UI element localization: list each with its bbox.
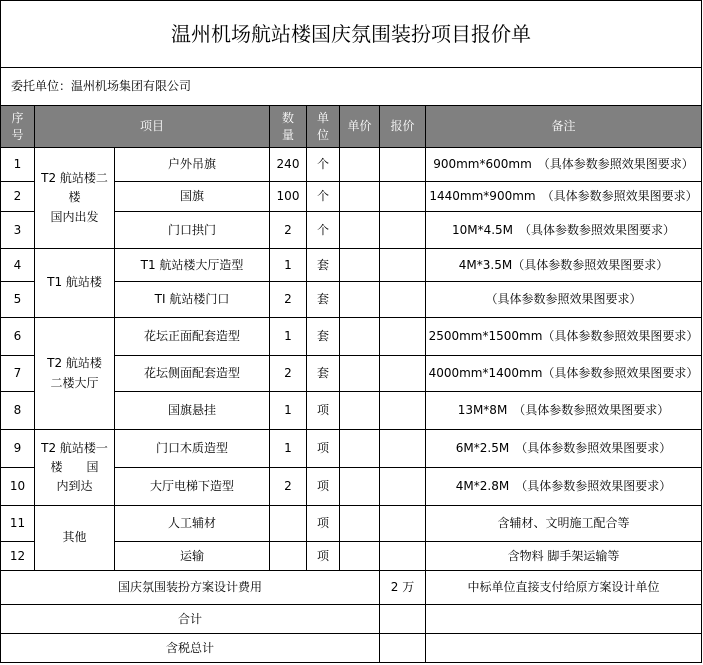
- row-quote: [380, 392, 426, 430]
- header-quote: 报价: [380, 106, 426, 148]
- row-qty: 1: [270, 318, 307, 356]
- header-unit-price: 单价: [340, 106, 380, 148]
- row-name: T1 航站楼大厅造型: [115, 249, 270, 282]
- row-unit-price: [340, 212, 380, 249]
- row-unit-price: [340, 282, 380, 318]
- row-qty: 2: [270, 282, 307, 318]
- row-seq: 12: [1, 542, 35, 571]
- row-qty: 1: [270, 430, 307, 468]
- row-unit: 项: [307, 542, 340, 571]
- row-remark: 含辅材、文明施工配合等: [426, 506, 702, 542]
- group-t2-floor2-departure: T2 航站楼二 楼 国内出发: [35, 148, 115, 249]
- row-name: 国旗: [115, 182, 270, 212]
- row-seq: 5: [1, 282, 35, 318]
- row-unit: 个: [307, 212, 340, 249]
- row-unit: 个: [307, 148, 340, 182]
- table-row: [1, 318, 702, 356]
- document-title: 温州机场航站楼国庆氛围装扮项目报价单: [1, 1, 702, 68]
- header-unit: 单 位: [307, 106, 340, 148]
- row-name: 运输: [115, 542, 270, 571]
- client-line: [1, 68, 702, 106]
- row-unit-price: [340, 249, 380, 282]
- total-tax-label: 含税总计: [1, 634, 380, 663]
- row-quote: [380, 282, 426, 318]
- total-row: [1, 605, 702, 634]
- row-name: 花坛正面配套造型: [115, 318, 270, 356]
- row-unit: 个: [307, 182, 340, 212]
- row-unit-price: [340, 542, 380, 571]
- row-qty: [270, 542, 307, 571]
- total-tax-remark: [426, 634, 702, 663]
- row-remark: 4M*2.8M （具体参数参照效果图要求）: [426, 468, 702, 506]
- row-qty: 240: [270, 148, 307, 182]
- row-remark: 10M*4.5M （具体参数参照效果图要求）: [426, 212, 702, 249]
- row-name: 花坛侧面配套造型: [115, 356, 270, 392]
- row-unit: 项: [307, 506, 340, 542]
- row-quote: [380, 356, 426, 392]
- total-remark: [426, 605, 702, 634]
- header-item: 项目: [35, 106, 270, 148]
- row-seq: 10: [1, 468, 35, 506]
- group-t2-floor1-arrival: T2 航站楼一 楼 国 内到达: [35, 430, 115, 506]
- row-unit-price: [340, 430, 380, 468]
- row-name: 大厅电梯下造型: [115, 468, 270, 506]
- row-remark: 含物料 脚手架运输等: [426, 542, 702, 571]
- row-quote: [380, 318, 426, 356]
- group-t2-floor2-hall: T2 航站楼 二楼大厅: [35, 318, 115, 430]
- row-unit-price: [340, 392, 380, 430]
- total-label: 合计: [1, 605, 380, 634]
- row-name: 门口拱门: [115, 212, 270, 249]
- row-unit-price: [340, 182, 380, 212]
- row-unit-price: [340, 148, 380, 182]
- row-seq: 7: [1, 356, 35, 392]
- row-remark: 4000mm*1400mm（具体参数参照效果图要求）: [426, 356, 702, 392]
- header-row: [1, 106, 702, 148]
- design-fee-remark: 中标单位直接支付给原方案设计单位: [426, 571, 702, 605]
- row-name: 户外吊旗: [115, 148, 270, 182]
- row-unit: 项: [307, 430, 340, 468]
- header-remark: 备注: [426, 106, 702, 148]
- table-row: [1, 430, 702, 468]
- row-qty: 1: [270, 249, 307, 282]
- row-seq: 11: [1, 506, 35, 542]
- row-name: 人工辅材: [115, 506, 270, 542]
- row-seq: 8: [1, 392, 35, 430]
- row-quote: [380, 468, 426, 506]
- header-qty: 数 量: [270, 106, 307, 148]
- row-quote: [380, 212, 426, 249]
- design-fee-label: 国庆氛围装扮方案设计费用: [1, 571, 380, 605]
- total-tax-quote: [380, 634, 426, 663]
- design-fee-row: [1, 571, 702, 605]
- row-remark: 6M*2.5M （具体参数参照效果图要求）: [426, 430, 702, 468]
- client-name: 温州机场集团有限公司: [71, 79, 192, 94]
- group-t1-terminal: T1 航站楼: [35, 249, 115, 318]
- row-unit: 项: [307, 392, 340, 430]
- table-row: [1, 249, 702, 282]
- row-quote: [380, 506, 426, 542]
- row-unit: 套: [307, 318, 340, 356]
- total-quote: [380, 605, 426, 634]
- row-quote: [380, 182, 426, 212]
- row-unit: 套: [307, 249, 340, 282]
- row-qty: 2: [270, 212, 307, 249]
- row-qty: 2: [270, 356, 307, 392]
- total-tax-row: [1, 634, 702, 663]
- row-quote: [380, 430, 426, 468]
- row-name: TI 航站楼门口: [115, 282, 270, 318]
- row-remark: 4M*3.5M（具体参数参照效果图要求）: [426, 249, 702, 282]
- row-remark: （具体参数参照效果图要求）: [426, 282, 702, 318]
- row-seq: 4: [1, 249, 35, 282]
- row-qty: 100: [270, 182, 307, 212]
- row-name: 国旗悬挂: [115, 392, 270, 430]
- row-seq: 6: [1, 318, 35, 356]
- row-seq: 3: [1, 212, 35, 249]
- row-unit-price: [340, 356, 380, 392]
- row-remark: 13M*8M （具体参数参照效果图要求）: [426, 392, 702, 430]
- row-seq: 9: [1, 430, 35, 468]
- group-other: 其他: [35, 506, 115, 571]
- row-unit-price: [340, 506, 380, 542]
- row-name: 门口木质造型: [115, 430, 270, 468]
- design-fee-quote: 2 万: [380, 571, 426, 605]
- table-row: [1, 506, 702, 542]
- row-qty: 2: [270, 468, 307, 506]
- row-seq: 2: [1, 182, 35, 212]
- row-qty: [270, 506, 307, 542]
- row-quote: [380, 148, 426, 182]
- row-remark: 2500mm*1500mm（具体参数参照效果图要求）: [426, 318, 702, 356]
- row-unit-price: [340, 318, 380, 356]
- row-quote: [380, 542, 426, 571]
- row-unit: 项: [307, 468, 340, 506]
- row-unit: 套: [307, 356, 340, 392]
- client-label: 委托单位：: [11, 79, 72, 94]
- row-quote: [380, 249, 426, 282]
- row-remark: 1440mm*900mm （具体参数参照效果图要求）: [426, 182, 702, 212]
- row-unit: 套: [307, 282, 340, 318]
- header-seq: 序 号: [1, 106, 35, 148]
- row-unit-price: [340, 468, 380, 506]
- table-row: [1, 148, 702, 182]
- row-qty: 1: [270, 392, 307, 430]
- row-remark: 900mm*600mm （具体参数参照效果图要求）: [426, 148, 702, 182]
- row-seq: 1: [1, 148, 35, 182]
